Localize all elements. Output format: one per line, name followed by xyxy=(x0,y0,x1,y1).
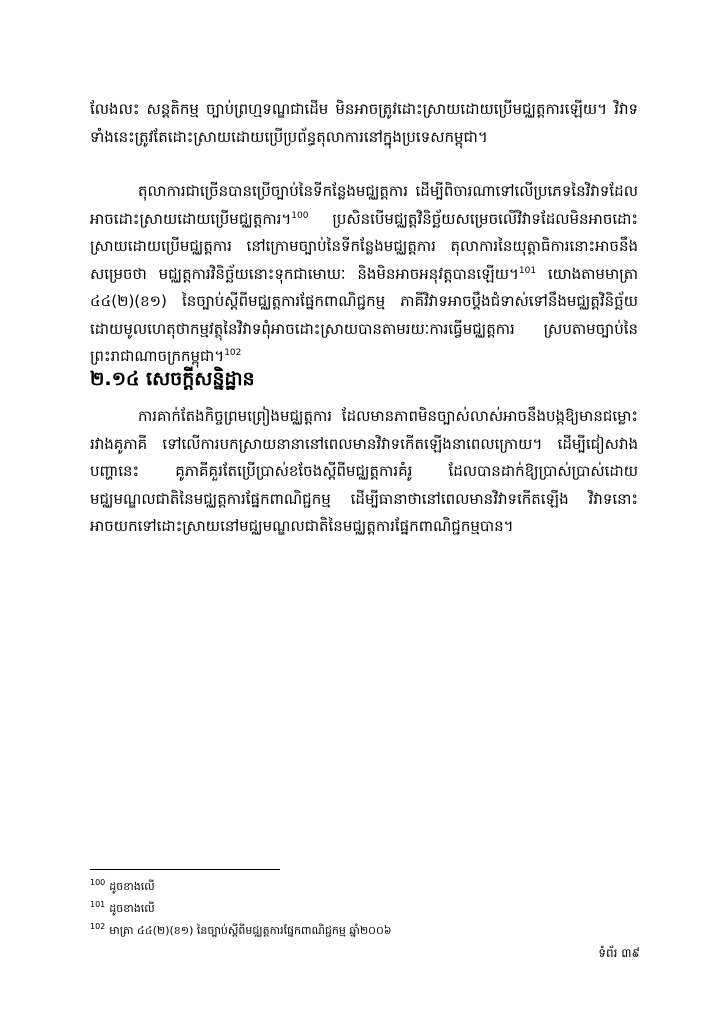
page-number: ទំព័រ ៣៩ xyxy=(598,946,640,960)
section-heading: ២.១៤ សេចក្ដីសន្និដ្ឋាន xyxy=(90,368,255,390)
paragraph-1: លែងលះ សន្ដតិកម្ម ច្បាប់ព្រហ្មទណ្ឌជាដើម មិនអាចត្រូវដោះស្រាយដោយប្រើមជ្ឈត្តការឡើយ។ វិវាទទាំងនេះត្រូវតែដោះស្រាយដោយប្រើប្រព័ន្ធតុលាការនៅក្នុងប្រទេសកម្ពុជា។ xyxy=(90,100,638,146)
paragraph-2-part-a: តុលាការជាច្រើនបានប្រើច្បាប់នៃទីកន្លែងមជ្ឈត្តការ ដើម្បីពិចារណាទៅលើប្រភេទនៃវិវាទដែលអាចដោះស្រាយដោយប្រើមជ្ឈត្តការ។ xyxy=(90,182,638,228)
footnote-text: ដូចខាងលើ xyxy=(109,880,155,893)
footnote-number: 102 xyxy=(90,922,106,932)
footnote-text: ដូចខាងលើ xyxy=(109,902,155,915)
paragraph-2-part-b: ប្រសិនបើមជ្ឈត្តវិនិច្ឆ័យសម្រេចលើវិវាទដែលមិនអាចដោះស្រាយដោយប្រើមជ្ឈត្តការ នៅក្រោមច្បាប់នៃទីកន្លែងមជ្ឈត្តការ តុលាការនៃយុត្តាធិការនោះអាចនឹងសម្រេចថា មជ្ឈត្តការវិនិច្ឆ័យនោះទុកជាមោឃៈ និងមិនអាចអនុវត្តបានឡើយ។ xyxy=(90,209,638,283)
footnote-divider xyxy=(90,869,280,870)
paragraph-3: ការគាក់តែងកិច្ចព្រមព្រៀងមជ្ឈត្តការ ដែលមានភាពមិនច្បាស់លាស់អាចនឹងបង្កឱ្យមានជម្លោះរវាងគូភាគី ទៅលើការបកស្រាយនានានៅពេលមានវិវាទកើតឡើងនាពេលក្រោយ។ ដើម្បីជៀសវាងបញ្ហានេះ គូភាគីគួរតែប្រើប្រាស់ខចែងស្ដីពីមជ្ឈត្តការគំរូ ដែលបានដាក់ឱ្យប្រាស់ប្រាស់ដោយមជ្ឈមណ្ឌលជាតិនៃមជ្ឈត្តការផ្នែកពាណិជ្ជកម្ម ដើម្បីធានាថានៅពេលមានវិវាទកើតឡើង វិវាទនោះអាចយកទៅដោះស្រាយនៅមជ្ឈមណ្ឌលជាតិនៃមជ្ឈត្តការផ្នែកពាណិជ្ជកម្មបាន។ xyxy=(90,407,638,535)
footnote-number: 101 xyxy=(90,900,106,910)
footnote-item xyxy=(90,876,650,898)
footnote-number: 100 xyxy=(90,878,106,888)
footnote-text: មាត្រា ៤៤(២)(ខ១) នៃច្បាប់ស្ដីពីមជ្ឈត្តការផ្នែកពាណិជ្ជកម្ម ឆ្នាំ២០០៦ xyxy=(109,924,392,937)
paragraph-2 xyxy=(90,178,638,371)
footnote-ref-100[interactable]: 100 xyxy=(291,210,309,221)
footnote-item xyxy=(90,898,650,920)
footnote-ref-101[interactable]: 101 xyxy=(518,265,537,276)
paragraph-2-part-c: យោងតាមមាត្រា ៤៤(២)(ខ១) នៃច្បាប់ស្ដីពីមជ្ឈត្តការផ្នែកពាណិជ្ជកម្ម ភាគីវិវាទអាចប្ដឹងជំទាស់ទៅនឹងមជ្ឈត្តវិនិច្ឆ័យ ដោយមូលហេតុថាកម្មវត្ថុនៃវិវាទពុំអាចដោះស្រាយបានតាមរយៈការធ្វើមជ្ឈត្តការ ស្របតាមច្បាប់នៃព្រះរាជាណាចក្រកម្ពុជា។ xyxy=(90,264,638,365)
footnotes xyxy=(90,876,650,942)
footnote-ref-102[interactable]: 102 xyxy=(224,348,242,358)
footnote-item xyxy=(90,920,650,942)
